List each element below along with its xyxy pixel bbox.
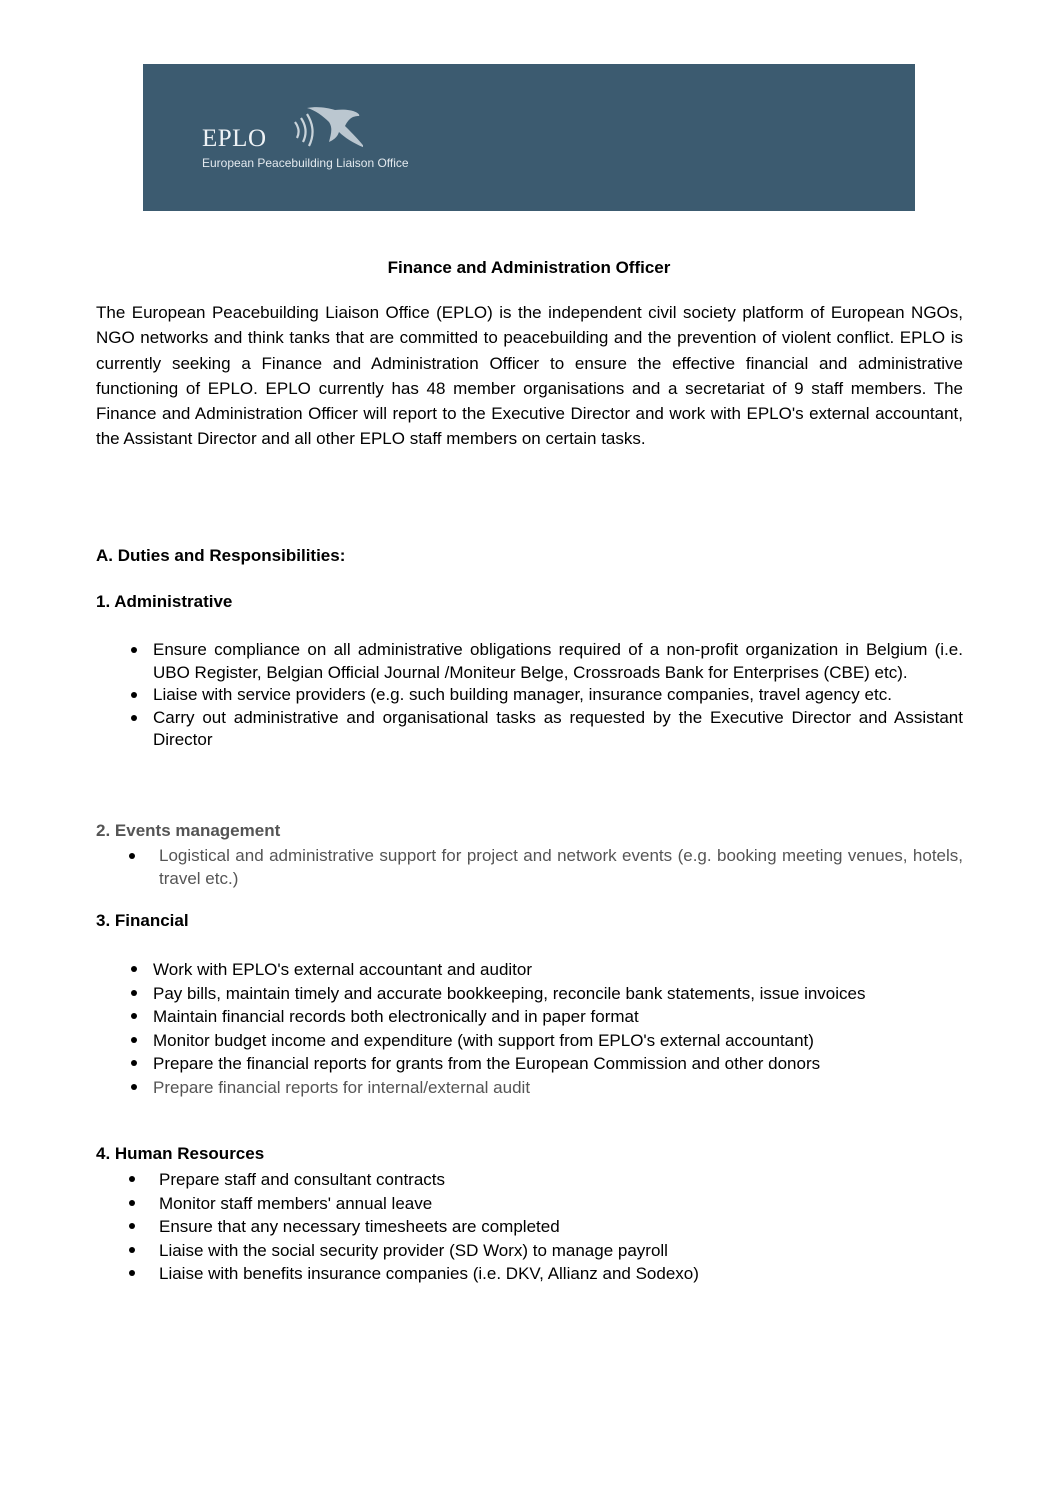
header-banner (143, 64, 915, 211)
list-item: Monitor staff members' annual leave (96, 1192, 963, 1216)
list-item: Liaise with benefits insurance companies (i.e. DKV, Allianz and Sodexo) (96, 1262, 963, 1286)
financial-list (96, 958, 963, 1099)
events-list (96, 845, 963, 890)
events-heading: 2. Events management (96, 821, 281, 840)
list-item: Prepare the financial reports for grants from the European Commission and other donors (96, 1052, 963, 1076)
list-item: Ensure that any necessary timesheets are completed (96, 1215, 963, 1239)
document-title: Finance and Administration Officer (387, 258, 671, 277)
section-a-heading: A. Duties and Responsibilities: (96, 546, 346, 565)
list-item: Liaise with the social security provider (SD Worx) to manage payroll (96, 1239, 963, 1263)
financial-heading: 3. Financial (96, 911, 189, 930)
intro-paragraph: The European Peacebuilding Liaison Office (EPLO) is the independent civil society platform of European NGOs, NGO networks and think tanks that are committed to peacebuilding and the prevention of violent conflict. EPLO is currently seeking a Finance and Administration Officer to ensure the effective financial and administrative functioning of EPLO. EPLO currently has 48 member organisations and a secretariat of 9 staff members. The Finance and Administration Officer will report to the Executive Director and work with EPLO's external accountant, the Assistant Director and all other EPLO staff members on certain tasks. (96, 303, 963, 449)
list-item: Prepare financial reports for internal/external audit (96, 1076, 963, 1100)
list-item: Carry out administrative and organisational tasks as requested by the Executive Director and Assistant Director (96, 707, 963, 752)
administrative-list (96, 639, 963, 752)
list-item: Logistical and administrative support for project and network events (e.g. booking meeting venues, hotels, travel etc.) (96, 845, 963, 890)
list-item: Maintain financial records both electronically and in paper format (96, 1005, 963, 1029)
administrative-heading: 1. Administrative (96, 592, 233, 611)
logo-subtitle: European Peacebuilding Liaison Office (202, 156, 409, 170)
hr-heading: 4. Human Resources (96, 1144, 265, 1163)
list-item: Pay bills, maintain timely and accurate bookkeeping, reconcile bank statements, issue invoices (96, 982, 963, 1006)
list-item: Liaise with service providers (e.g. such building manager, insurance companies, travel agency etc. (96, 684, 963, 707)
list-item: Monitor budget income and expenditure (with support from EPLO's external accountant) (96, 1029, 963, 1053)
hr-list (96, 1168, 963, 1286)
list-item: Ensure compliance on all administrative obligations required of a non-profit organization in Belgium (i.e. UBO Register, Belgian Official Journal /Moniteur Belge, Crossroads Bank for Enterprises (CBE) etc). (96, 639, 963, 684)
logo-wordmark: EPLO (202, 125, 267, 152)
list-item: Prepare staff and consultant contracts (96, 1168, 963, 1192)
list-item: Work with EPLO's external accountant and auditor (96, 958, 963, 982)
